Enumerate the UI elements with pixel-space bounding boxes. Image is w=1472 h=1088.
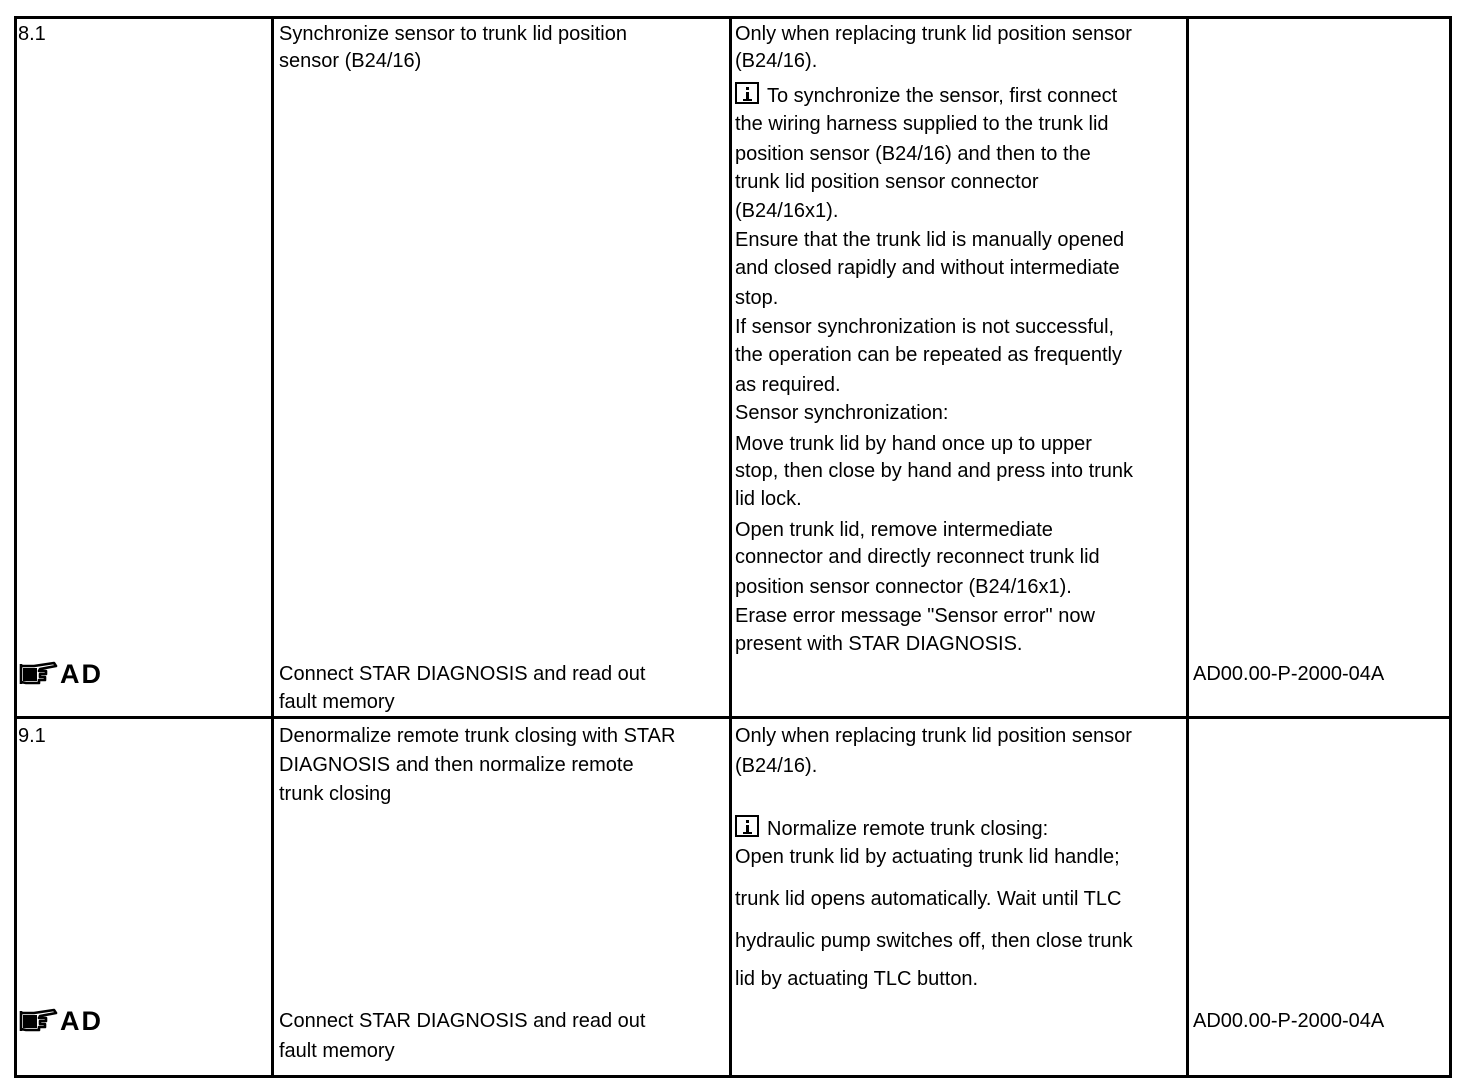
column-divider [729,16,732,1078]
note-line: as required. [735,374,841,396]
note-line: If sensor synchronization is not successful, [735,316,1115,338]
ad-label: AD [60,1006,103,1036]
note-line-with-icon [735,815,1048,843]
action-text: sensor (B24/16) [279,50,422,72]
note-line: Only when replacing trunk lid position sensor [735,23,1132,45]
note-line: Sensor synchronization: [735,402,949,424]
info-icon [735,815,759,837]
note-line: trunk lid position sensor connector [735,171,1039,193]
action-text: Synchronize sensor to trunk lid position [279,23,627,45]
ad-marker [18,1007,103,1035]
note-line: (B24/16). [735,50,818,72]
ad-action-text: Connect STAR DIAGNOSIS and read out [279,1010,646,1032]
info-icon [735,82,759,104]
row-divider [14,716,1452,719]
table-frame [14,16,1452,1078]
note-line: the wiring harness supplied to the trunk lid [735,113,1109,135]
note-line: the operation can be repeated as frequently [735,344,1122,366]
ad-action-text: fault memory [279,691,395,713]
column-divider [271,16,274,1078]
note-line: lid lock. [735,488,802,510]
note-line: Ensure that the trunk lid is manually opened [735,229,1125,251]
note-line: Erase error message "Sensor error" now [735,605,1095,627]
ad-label: AD [60,659,103,689]
note-line: trunk lid opens automatically. Wait until TLC [735,888,1122,910]
note-line: (B24/16x1). [735,200,839,222]
note-line: position sensor (B24/16) and then to the [735,143,1091,165]
note-line: (B24/16). [735,755,818,777]
ad-marker [18,660,103,688]
note-line: Move trunk lid by hand once up to upper [735,433,1092,455]
action-text: Denormalize remote trunk closing with STAR [279,725,676,747]
note-line: connector and directly reconnect trunk lid [735,546,1100,568]
note-line: Open trunk lid by actuating trunk lid handle; [735,846,1120,868]
note-line-with-icon [735,82,1117,110]
pointing-hand-icon [18,660,58,688]
column-divider [1186,16,1189,1078]
step-number: 9.1 [18,725,46,747]
note-line: lid by actuating TLC button. [735,968,979,990]
note-line: Normalize remote trunk closing: [767,818,1049,840]
note-line: stop. [735,287,779,309]
pointing-hand-icon [18,1007,58,1035]
action-text: DIAGNOSIS and then normalize remote [279,754,634,776]
note-line: and closed rapidly and without intermediate [735,257,1120,279]
reference-link[interactable]: AD00.00-P-2000-04A [1193,1010,1385,1032]
note-line: present with STAR DIAGNOSIS. [735,633,1023,655]
note-line: To synchronize the sensor, first connect [767,85,1118,107]
ad-action-text: fault memory [279,1040,395,1062]
note-line: position sensor connector (B24/16x1). [735,576,1072,598]
note-line: Open trunk lid, remove intermediate [735,519,1053,541]
ad-action-text: Connect STAR DIAGNOSIS and read out [279,663,646,685]
action-text: trunk closing [279,783,392,805]
note-line: hydraulic pump switches off, then close trunk [735,930,1133,952]
step-number: 8.1 [18,23,46,45]
note-line: Only when replacing trunk lid position sensor [735,725,1132,747]
note-line: stop, then close by hand and press into trunk [735,460,1134,482]
reference-link[interactable]: AD00.00-P-2000-04A [1193,663,1385,685]
